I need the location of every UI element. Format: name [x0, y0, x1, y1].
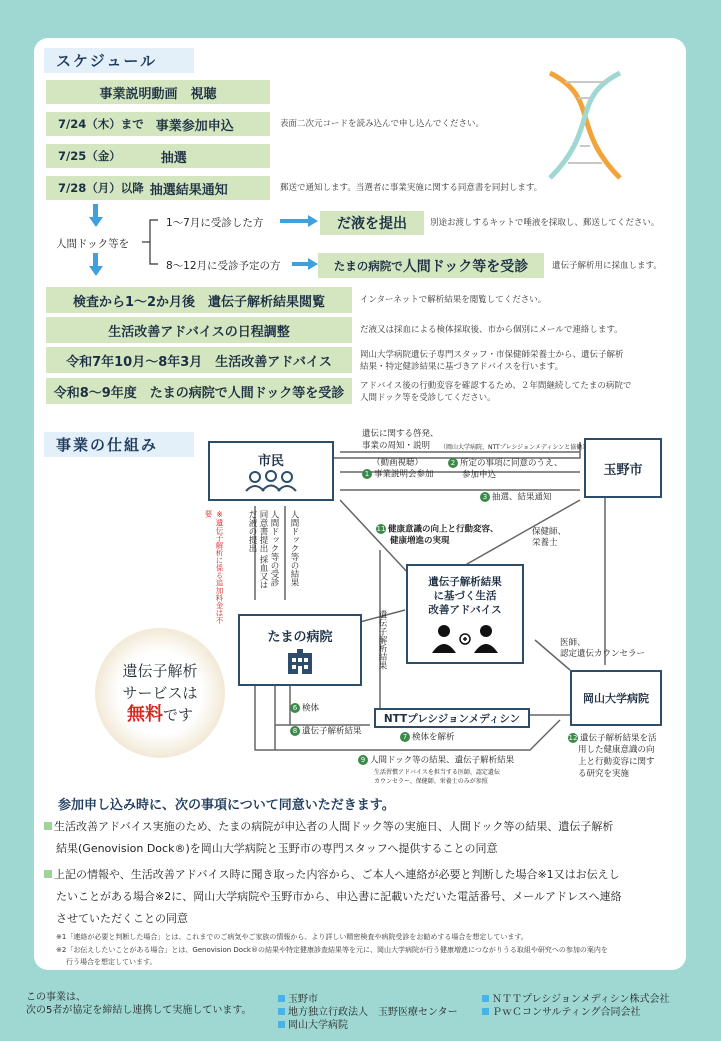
citizen-box	[208, 441, 334, 501]
branch-head: 人間ドック等を	[56, 238, 130, 250]
step-3-label	[480, 492, 552, 504]
org-name: 地方独立行政法人 玉野医療センター	[288, 1007, 458, 1018]
footnote-2: ※2「お伝えしたいことがある場合」とは、Genovision Dock®の結果や特定健康診査結果等を元に、岡山大学病院が行う健康増進につながりうる取組や研究への参加の案内を	[56, 946, 608, 954]
step-6-label	[290, 703, 319, 715]
schedule-step-followup: 令和8〜9年度 たまの病院で人間ドック等を受診	[46, 378, 352, 404]
step-number: 3	[480, 492, 490, 502]
advice-line: 遺伝子解析結果	[428, 576, 502, 588]
step-11-label	[376, 524, 499, 536]
bullet-icon	[278, 1021, 285, 1028]
consent-text: 上記の情報や、生活改善アドバイス時に聞き取った内容から、ご本人へ連絡が必要と判断した場合※1又はお伝えし	[54, 868, 620, 881]
footnote-2-cont: 行う場合を想定しています。	[66, 958, 157, 966]
step-text: 検体	[302, 703, 320, 714]
step-note: アドバイス後の行動変容を確認するため、２年間継続してたまの病院で	[360, 381, 632, 391]
step-2-sub: 参加申込	[462, 470, 497, 480]
step-1-label	[362, 469, 434, 481]
bullet-icon	[278, 1008, 285, 1015]
arrow-down-icon	[89, 266, 103, 276]
schedule-step-lottery	[46, 144, 270, 168]
step-8b-label	[290, 726, 362, 738]
step-label: 事業説明動画 視聴	[99, 86, 217, 102]
step-5-label: 人間ドック等の結果	[289, 510, 299, 587]
people-icon	[241, 469, 301, 493]
branch-b-action	[318, 253, 544, 278]
hospital-label: たまの病院	[267, 629, 333, 645]
step-note: 表面二次元コードを読み込んで申し込んでください。	[280, 119, 485, 129]
schedule-step-apply	[46, 112, 270, 136]
step-note: 結果・特定健診結果に基づきアドバイスを行います。	[360, 362, 564, 372]
footer-line-2: 次の5者が協定を締結し連携して実施しています。	[26, 1005, 252, 1016]
hospital-building-icon	[285, 649, 315, 675]
branch-bracket	[140, 214, 160, 270]
step-text: 検体を解析	[412, 732, 455, 743]
advice-box	[406, 564, 524, 664]
step-number: 2	[448, 458, 458, 468]
okadai-box: 岡山大学病院	[570, 670, 662, 726]
schedule-step-advice: 令和7年10月〜8年3月 生活改善アドバイス	[46, 347, 352, 373]
step-12-label	[568, 733, 657, 745]
step-9-label	[358, 755, 514, 767]
branch-b-cond: 8〜12月に受診予定の方	[166, 260, 281, 272]
step-text: 遺伝子解析結果を活	[580, 733, 657, 744]
consultation-icon	[430, 623, 500, 653]
city-box: 玉野市	[584, 438, 662, 498]
step-note: 人間ドック等を受診してください。	[360, 393, 496, 403]
schedule-step-scheduling: 生活改善アドバイスの日程調整	[46, 317, 352, 343]
free-line-1: 遺伝子解析	[122, 662, 198, 680]
consent-text: させていただくことの同意	[56, 912, 188, 925]
step-note: だ液又は採血による検体採取後、市から個別にメールで連絡します。	[360, 325, 623, 335]
step-text: 抽選、結果通知	[492, 492, 552, 503]
consent-item-1	[44, 816, 684, 860]
org-name: ＰｗＣコンサルティング合同会社	[492, 1007, 641, 1018]
org-item	[482, 1003, 641, 1018]
consent-text: たいことがある場合※2に、岡山大学病院や玉野市から、申込書に記載いただいた電話番号、メールアドレスへ連絡	[56, 890, 622, 903]
staff-1: 保健師、	[532, 527, 567, 537]
bullet-icon	[482, 995, 489, 1002]
branch-a-cond: 1〜7月に受診した方	[166, 217, 264, 229]
arrow-down-icon	[89, 217, 103, 227]
branch-a-note: 別途お渡しするキットで唾液を採取し、郵送してください。	[430, 218, 660, 228]
branch-b-main: 人間ドック等を受診	[402, 258, 529, 275]
schedule-step-video	[46, 80, 270, 104]
free-line-2: サービスは	[122, 684, 198, 702]
staff-2: 栄養士	[532, 538, 558, 548]
bullet-icon	[44, 822, 52, 830]
org-name: 玉野市	[288, 994, 318, 1005]
schedule-title: スケジュール	[44, 48, 194, 73]
step-text: 所定の事項に同意のうえ、	[460, 458, 563, 469]
consent-text: 生活改善アドバイス実施のため、たまの病院が申込者の人間ドック等の実施日、人間ドック等の結果、遺伝子解析	[54, 820, 614, 833]
arrow-right-icon	[292, 257, 320, 271]
step-label: 事業参加申込	[155, 118, 234, 134]
step-label: 抽選結果通知	[149, 182, 228, 198]
step-number: 8	[290, 726, 300, 736]
ntt-box: NTTプレシジョンメディシン	[374, 708, 530, 728]
free-line-3	[127, 704, 193, 726]
step-date: 7/28（月）以降	[58, 181, 144, 195]
step-text: 遺伝子解析結果	[302, 726, 362, 737]
step-note: インターネットで解析結果を閲覧してください。	[360, 295, 547, 305]
flow-line	[93, 204, 98, 218]
step-note: 岡山大学病院遺伝子専門スタッフ・市保健師栄養士から、遺伝子解析	[360, 350, 624, 360]
top-note-2: 事業の周知・説明	[362, 441, 431, 451]
step-8a-label: 遺伝子解析結果	[377, 610, 387, 670]
step-12-sub-1: 用した健康意識の向	[578, 745, 655, 755]
step-12-sub-3: る研究を実施	[578, 769, 630, 779]
org-name: 岡山大学病院	[288, 1020, 348, 1031]
footer-line-1: この事業は、	[26, 992, 86, 1003]
hospital-box	[238, 614, 362, 686]
flow-line	[93, 253, 98, 267]
step-note: 郵送で通知します。当選者に事業実施に関する同意書を同封します。	[280, 183, 543, 193]
video-label: （動画視聴）	[372, 458, 424, 468]
step-number: 11	[376, 525, 386, 533]
branch-a-action: だ液を提出	[320, 211, 424, 235]
consent-item-2	[44, 864, 684, 930]
step-number: 1	[362, 469, 372, 479]
arrow-right-icon	[280, 214, 320, 228]
branch-b-note: 遺伝子解析用に採血します。	[552, 261, 662, 271]
step-number: 7	[400, 732, 410, 742]
bullet-icon	[278, 995, 285, 1002]
step-date: 7/25（金）	[58, 149, 121, 163]
advice-line: 改善アドバイス	[428, 604, 502, 616]
step-text: 人間ドック等の結果、遺伝子解析結果	[370, 755, 515, 766]
step-number: 6	[290, 703, 300, 713]
schedule-step-results: 検査から1〜2か月後 遺伝子解析結果閲覧	[46, 287, 352, 313]
step-2-label	[448, 458, 563, 470]
advice-line: に基づく生活	[433, 590, 497, 602]
bullet-icon	[44, 870, 52, 878]
org-item	[278, 1016, 348, 1031]
top-note-3: （岡山大学病院、NTTプレシジョンメディシンと協働）	[440, 444, 589, 451]
doctor-1: 医師、	[560, 638, 586, 648]
branch-b-pre: たまの病院で	[333, 258, 403, 273]
step-number: 9	[358, 755, 368, 765]
step-9-sub-1: 生活習慣アドバイスを担当する医師、認定遺伝	[374, 769, 500, 776]
free-service-badge	[95, 628, 225, 758]
step-number: 12	[568, 734, 578, 742]
bullet-icon	[482, 1008, 489, 1015]
org-name: ＮＴＴプレシジョンメディシン株式会社	[492, 994, 670, 1005]
mechanism-title: 事業の仕組み	[44, 432, 194, 457]
free-word: 無料	[126, 704, 163, 725]
step-text: 健康意識の向上と行動変容、	[388, 524, 499, 535]
free-fee-note: ※遺伝子解析に係る追加料金は不要	[204, 510, 224, 624]
step-text: 事業説明会参加	[374, 469, 434, 480]
schedule-step-result	[46, 176, 270, 200]
step-date: 7/24（木）まで	[58, 117, 144, 131]
step-text: 健康増進の実現	[390, 536, 450, 546]
free-suffix: です	[162, 706, 193, 724]
step-12-sub-2: 上と行動変容に関す	[578, 757, 655, 767]
footnote-1: ※1「連絡が必要と判断した場合」とは、これまでのご病気やご家族の情報から、より詳しい精密検査や病院受診をお勧めする場合を想定しています。	[56, 933, 528, 941]
step-4-label: 人間ドック等の受診 同意書提出 採血又はだ液の提出	[247, 510, 279, 590]
step-7-label	[400, 732, 455, 744]
citizen-label: 市民	[257, 453, 284, 469]
step-9-sub-2: カウンセラー、保健師、栄養士のみが参照	[374, 778, 488, 785]
step-11-sub	[390, 536, 450, 547]
step-label: 抽選	[160, 150, 187, 166]
consent-title: 参加申し込み時に、次の事項について同意いただきます。	[58, 798, 395, 813]
doctor-2: 認定遺伝カウンセラー	[560, 649, 646, 659]
consent-text: 結果(Genovision Dock®)を岡山大学病院と玉野市の専門スタッフへ提供することの同意	[56, 842, 498, 855]
dna-helix-icon	[540, 68, 640, 188]
top-note-1: 遺伝に関する啓発、	[362, 429, 439, 439]
